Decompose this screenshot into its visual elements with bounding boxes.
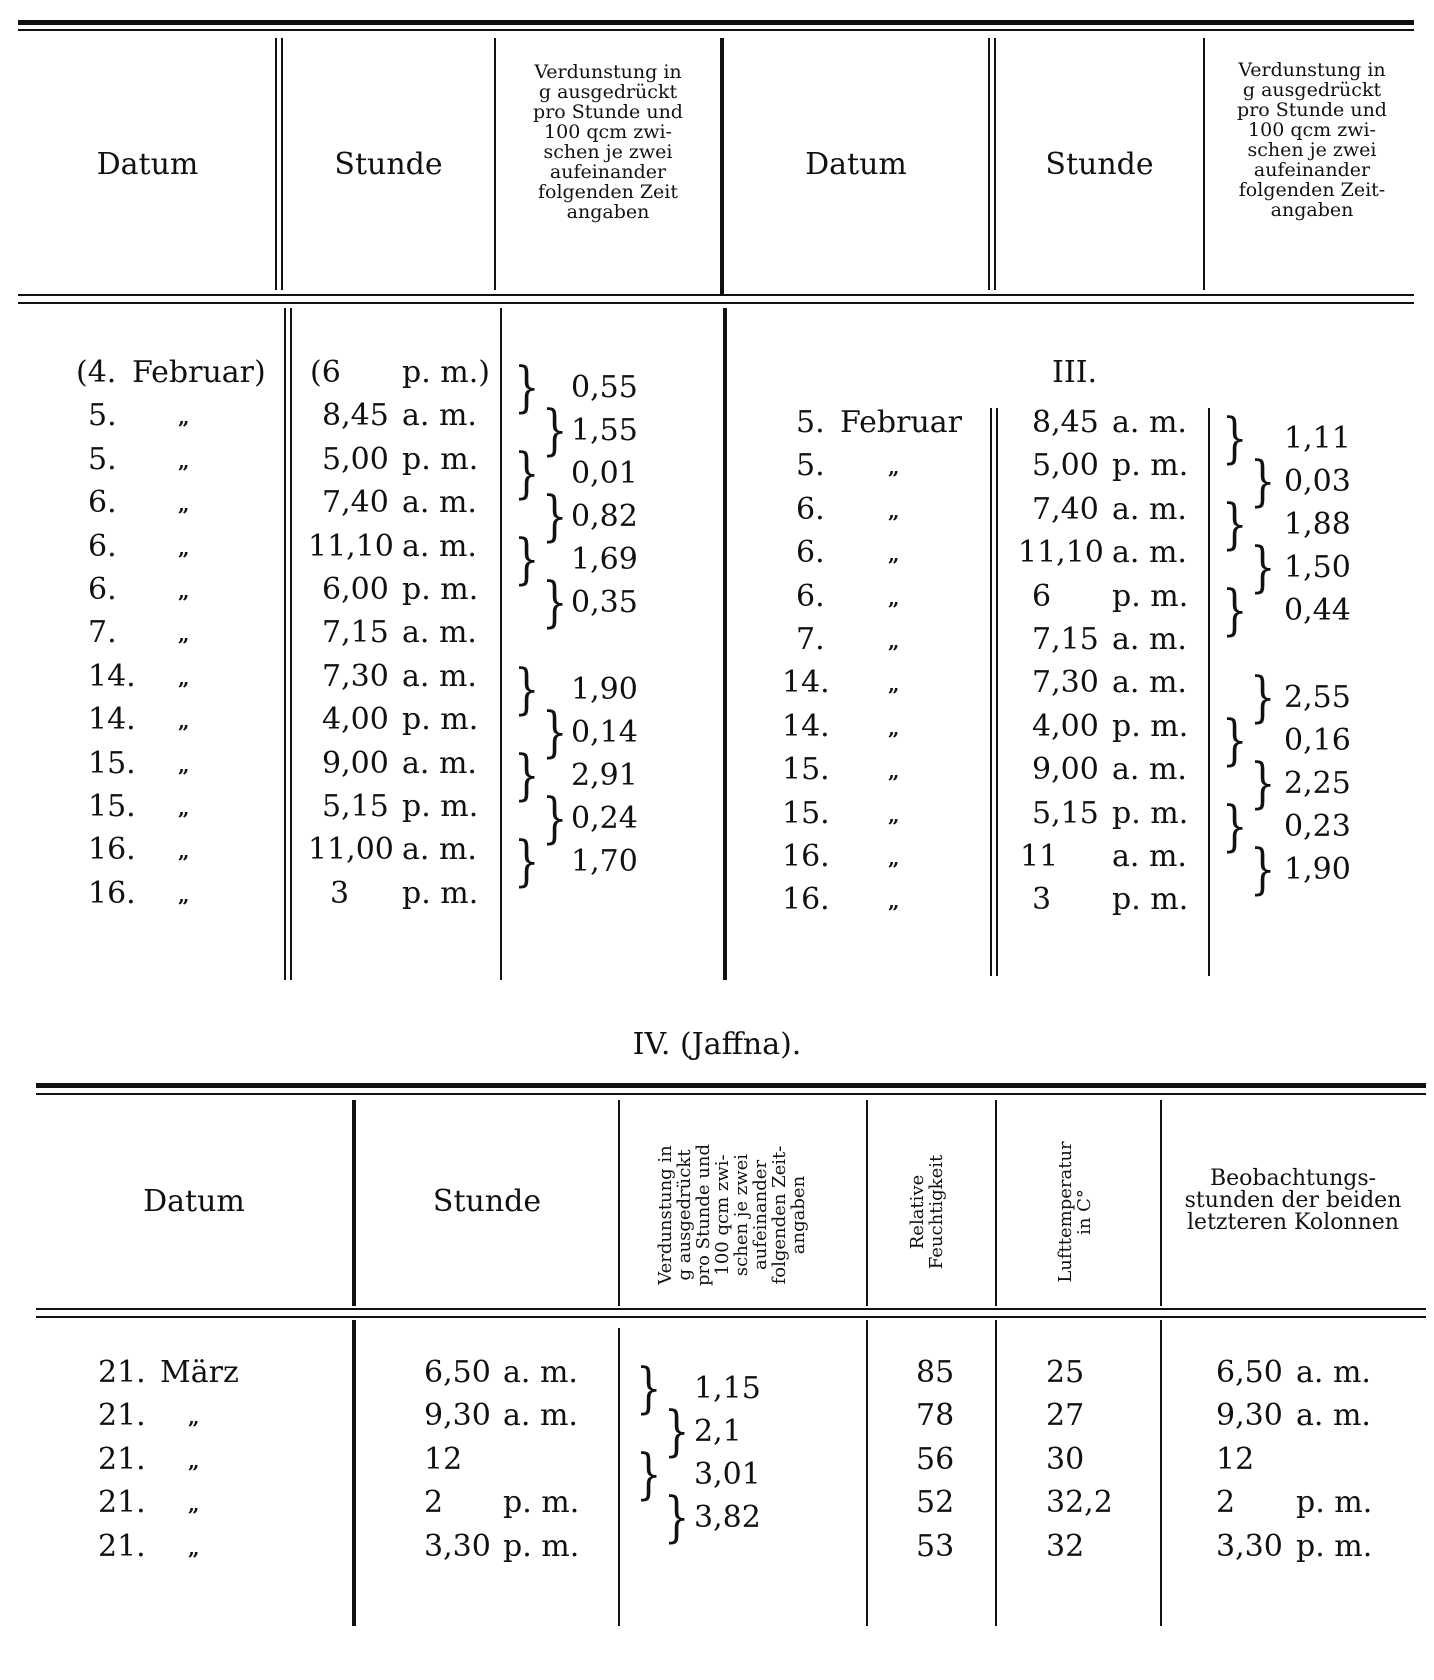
date-day: 21. xyxy=(98,1528,146,1564)
ditto-mark: „ xyxy=(888,759,900,784)
date-day: 6. xyxy=(88,528,117,564)
temperature-value: 32 xyxy=(1046,1528,1085,1564)
date-day: 16. xyxy=(782,882,830,918)
evaporation-value: 2,25 xyxy=(1284,766,1351,801)
temperature-value: 27 xyxy=(1046,1398,1085,1434)
header-line: Beobachtungs- xyxy=(1209,1166,1377,1191)
brace-mark: } xyxy=(514,442,540,506)
top-rule xyxy=(36,1083,1426,1088)
date-day: 16. xyxy=(88,832,136,868)
time-value: 9,00 xyxy=(1032,752,1099,788)
ditto-mark: „ xyxy=(188,1448,200,1473)
header-datum: Datum xyxy=(143,1184,245,1219)
date-day: 5. xyxy=(88,398,117,434)
humidity-value: 78 xyxy=(916,1398,955,1434)
header-line: in C° xyxy=(1074,1189,1095,1235)
time-value: 4,00 xyxy=(322,702,389,738)
header-line: 100 qcm zwi- xyxy=(712,1154,733,1276)
evaporation-value: 1,90 xyxy=(1284,852,1351,887)
time-ampm: p. m. xyxy=(503,1485,580,1521)
ditto-mark: „ xyxy=(888,455,900,480)
humidity-value: 52 xyxy=(916,1485,955,1521)
ditto-mark: „ xyxy=(888,802,900,827)
ditto-mark: „ xyxy=(888,715,900,740)
time-value: 12 xyxy=(424,1441,463,1477)
time-ampm: a. m. xyxy=(1112,665,1187,701)
time-value: 5,00 xyxy=(322,441,389,477)
obs-time-ampm: a. m. xyxy=(1296,1355,1371,1390)
brace-mark: } xyxy=(514,658,540,722)
ditto-mark: „ xyxy=(178,665,190,690)
date-day: 21. xyxy=(98,1485,146,1521)
time-value: 3 xyxy=(1032,882,1052,918)
ditto-mark: „ xyxy=(188,1405,200,1430)
brace-mark: } xyxy=(1250,752,1276,816)
time-ampm: p. m. xyxy=(1112,708,1189,744)
evaporation-value: 0,35 xyxy=(571,585,638,620)
header-line: folgenden Zeit- xyxy=(1238,179,1386,201)
date-day: 5. xyxy=(796,448,825,484)
header-datum-2: Datum xyxy=(805,147,907,182)
header-rule-2 xyxy=(36,1316,1426,1318)
header-line: Feuchtigkeit xyxy=(926,1154,947,1270)
brace-mark: } xyxy=(636,1357,662,1421)
header-line: aufeinander xyxy=(750,1159,771,1271)
header-line: Verdunstung in xyxy=(1238,59,1386,81)
section-iii: III. xyxy=(1052,355,1098,390)
header-line: angaben xyxy=(1270,199,1354,221)
brace-mark: } xyxy=(514,356,540,420)
header-stunde: Stunde xyxy=(334,147,443,182)
col-divider xyxy=(275,38,277,290)
ditto-mark: „ xyxy=(178,796,190,820)
brace-mark: } xyxy=(664,1486,690,1550)
header-line: schen je zwei xyxy=(1247,139,1377,161)
evaporation-value: 1,90 xyxy=(571,672,638,707)
time-ampm: a. m. xyxy=(1112,491,1187,527)
time-value: 4,00 xyxy=(1032,708,1099,744)
header-line: letzteren Kolonnen xyxy=(1187,1210,1399,1235)
time-value: 11,10 xyxy=(1018,535,1104,571)
time-value: 7,40 xyxy=(1032,491,1099,527)
time-value: 7,30 xyxy=(322,658,389,694)
evaporation-value: 2,91 xyxy=(571,758,638,793)
header-line: angaben xyxy=(788,1175,809,1255)
header-beobachtung xyxy=(1162,1168,1424,1234)
time-ampm: a. m. xyxy=(402,832,477,868)
date-day: 14. xyxy=(782,708,830,744)
time-ampm: p. m. xyxy=(402,789,479,824)
header-stunde: Stunde xyxy=(432,1184,542,1219)
brace-mark: } xyxy=(1222,493,1248,557)
evaporation-value: 0,14 xyxy=(571,715,638,750)
brace-mark: } xyxy=(636,1443,662,1507)
header-line: 100 qcm zwi- xyxy=(544,121,672,143)
evaporation-value: 3,01 xyxy=(694,1457,761,1492)
evaporation-value: 1,55 xyxy=(571,413,638,448)
date-day: 7. xyxy=(88,615,117,651)
time-ampm: p. m. xyxy=(1112,795,1189,831)
header-line: schen je zwei xyxy=(731,1153,752,1277)
header-verdunstung xyxy=(622,1115,842,1315)
evaporation-value: 2,55 xyxy=(1284,680,1351,715)
date-day: 14. xyxy=(88,658,136,694)
header-line: g ausgedrückt xyxy=(1242,79,1382,101)
obs-time-ampm: p. m. xyxy=(1296,1485,1373,1521)
ditto-mark: „ xyxy=(178,752,190,777)
date-day: 16. xyxy=(88,875,136,911)
header-datum: Datum xyxy=(96,147,199,182)
date-day: 15. xyxy=(88,745,136,781)
temperature-value: 25 xyxy=(1046,1355,1085,1390)
col-divider xyxy=(618,1100,620,1306)
header-line: angaben xyxy=(566,201,650,223)
header-line: 100 qcm zwi- xyxy=(1248,119,1376,141)
evaporation-value: 0,16 xyxy=(1284,723,1351,758)
obs-time-ampm: p. m. xyxy=(1296,1528,1373,1564)
col-divider xyxy=(500,308,502,980)
col-divider xyxy=(866,1100,868,1306)
date-month: Februar xyxy=(840,405,963,440)
date-day: 21. xyxy=(98,1398,146,1434)
time-ampm: p. m. xyxy=(402,875,479,911)
ditto-mark: „ xyxy=(888,846,900,870)
header-line: Lufttemperatur xyxy=(1055,1141,1076,1283)
time-ampm: p. m. xyxy=(402,441,479,477)
top-rule xyxy=(18,20,1414,25)
brace-mark: } xyxy=(1222,709,1248,773)
ditto-mark: „ xyxy=(178,448,190,473)
header-temperatur xyxy=(1056,1112,1100,1312)
time-ampm: a. m. xyxy=(503,1355,578,1390)
obs-time-value: 2 xyxy=(1216,1485,1236,1521)
date-day: 6. xyxy=(796,578,825,614)
brace-mark: } xyxy=(542,399,568,463)
time-value: 3 xyxy=(330,875,350,911)
time-value: 11,00 xyxy=(308,832,394,868)
time-ampm: a. m. xyxy=(402,398,477,434)
time-ampm: a. m. xyxy=(402,528,477,564)
time-value: 8,45 xyxy=(322,398,389,434)
brace-mark: } xyxy=(1222,579,1248,643)
time-value: 8,45 xyxy=(1032,405,1099,440)
header-line: Relative xyxy=(907,1174,928,1250)
brace-mark: } xyxy=(1222,407,1248,471)
brace-mark: } xyxy=(664,1400,690,1464)
time-value: 7,15 xyxy=(322,615,389,651)
brace-mark: } xyxy=(542,787,568,851)
evaporation-value: 2,1 xyxy=(694,1414,742,1449)
header-feuchtigkeit xyxy=(908,1112,952,1312)
header-verdunstung-inner xyxy=(622,1115,842,1315)
header-stunde-2: Stunde xyxy=(1045,147,1154,182)
ditto-mark: „ xyxy=(178,405,190,430)
date-day: 6. xyxy=(88,485,117,521)
date-day: 15. xyxy=(88,789,136,824)
ditto-mark: „ xyxy=(888,585,900,610)
date-day: 14. xyxy=(782,665,830,701)
time-value: 7,15 xyxy=(1032,622,1099,657)
time-ampm: a. m. xyxy=(1112,839,1187,874)
ditto-mark: „ xyxy=(178,535,190,560)
header-line: folgenden Zeit xyxy=(537,181,679,203)
ditto-mark: „ xyxy=(188,1535,200,1560)
time-ampm: p. m. xyxy=(1112,448,1189,484)
col-divider xyxy=(1160,1320,1162,1626)
col-divider-center xyxy=(723,308,727,980)
col-divider xyxy=(866,1320,868,1626)
evaporation-value: 1,69 xyxy=(571,542,638,577)
header-line: stunden der beiden xyxy=(1184,1188,1402,1213)
date-day: 21. xyxy=(98,1355,146,1390)
time-ampm: a. m. xyxy=(402,658,477,694)
col-divider xyxy=(618,1328,620,1626)
col-divider xyxy=(284,308,286,980)
brace-mark: } xyxy=(1250,450,1276,514)
brace-mark: } xyxy=(542,701,568,765)
time-value: (6 xyxy=(310,355,341,390)
time-value: 5,15 xyxy=(322,789,389,824)
time-value: 2 xyxy=(424,1485,444,1521)
time-ampm: a. m. xyxy=(1112,535,1187,571)
ditto-mark: „ xyxy=(178,579,190,603)
header-line: Verdunstung in xyxy=(534,61,682,83)
time-ampm: a. m. xyxy=(1112,752,1187,788)
date-day: 15. xyxy=(782,752,830,788)
header-line: g ausgedrückt xyxy=(538,81,678,103)
col-divider xyxy=(995,1100,997,1306)
ditto-mark: „ xyxy=(178,492,190,517)
col-divider xyxy=(1208,408,1210,976)
date-month: März xyxy=(160,1355,239,1390)
evaporation-value: 1,70 xyxy=(571,844,638,879)
time-value: 6 xyxy=(1032,578,1052,614)
ditto-mark: „ xyxy=(178,882,190,907)
time-value: 11,10 xyxy=(308,528,394,564)
header-line: aufeinander xyxy=(1253,159,1371,181)
header-verdunstung-2 xyxy=(1205,60,1419,220)
evaporation-value: 0,23 xyxy=(1284,809,1351,844)
time-ampm: p. m. xyxy=(1112,882,1189,918)
table-2-caption: IV. (Jaffna). xyxy=(632,1027,802,1062)
ditto-mark: „ xyxy=(188,1492,200,1517)
time-ampm: p. m.) xyxy=(402,355,490,390)
time-ampm: p. m. xyxy=(503,1528,580,1564)
evaporation-value: 1,50 xyxy=(1284,550,1351,585)
date-day: 6. xyxy=(796,491,825,527)
ditto-mark: „ xyxy=(888,889,900,914)
time-ampm: p. m. xyxy=(402,572,479,607)
evaporation-value: 1,88 xyxy=(1284,507,1351,542)
brace-mark: } xyxy=(1250,536,1276,600)
obs-time-ampm: a. m. xyxy=(1296,1398,1371,1434)
ditto-mark: „ xyxy=(888,498,900,523)
brace-mark: } xyxy=(514,830,540,894)
time-ampm: a. m. xyxy=(503,1398,578,1434)
date-day: 6. xyxy=(88,572,117,607)
time-value: 9,00 xyxy=(322,745,389,781)
header-rule-2 xyxy=(18,302,1414,304)
col-divider xyxy=(990,408,992,976)
temperature-value: 32,2 xyxy=(1046,1485,1113,1521)
header-line: pro Stunde und xyxy=(533,101,683,123)
time-value: 5,15 xyxy=(1032,795,1099,831)
top-rule-thin xyxy=(18,29,1414,31)
evaporation-value: 1,15 xyxy=(694,1371,761,1406)
time-value: 7,40 xyxy=(322,485,389,521)
brace-mark: } xyxy=(514,744,540,808)
time-ampm: a. m. xyxy=(1112,405,1187,440)
evaporation-value: 0,01 xyxy=(571,456,638,491)
date-day: 15. xyxy=(782,795,830,831)
date-day: 21. xyxy=(98,1441,146,1477)
ditto-mark: „ xyxy=(178,839,190,864)
time-value: 11 xyxy=(1020,839,1059,874)
date-day: 14. xyxy=(88,702,136,738)
evaporation-value: 0,24 xyxy=(571,801,638,836)
brace-mark: } xyxy=(1250,666,1276,730)
evaporation-value: 0,55 xyxy=(571,370,638,405)
obs-time-value: 9,30 xyxy=(1216,1398,1283,1434)
col-divider xyxy=(352,1320,356,1626)
time-ampm: a. m. xyxy=(402,745,477,781)
brace-mark: } xyxy=(1222,795,1248,859)
time-value: 3,30 xyxy=(424,1528,491,1564)
humidity-value: 85 xyxy=(916,1355,955,1390)
humidity-value: 53 xyxy=(916,1528,955,1564)
col-divider xyxy=(996,408,998,976)
ditto-mark: „ xyxy=(178,622,190,647)
ditto-mark: „ xyxy=(888,672,900,697)
brace-mark: } xyxy=(542,571,568,635)
col-divider xyxy=(988,38,990,290)
time-ampm: p. m. xyxy=(402,702,479,738)
ditto-mark: „ xyxy=(178,709,190,734)
evaporation-value: 0,44 xyxy=(1284,593,1351,628)
time-ampm: p. m. xyxy=(1112,578,1189,614)
time-value: 7,30 xyxy=(1032,665,1099,701)
col-divider xyxy=(995,1320,997,1626)
evaporation-value: 1,11 xyxy=(1284,421,1351,456)
header-line: Verdunstung in xyxy=(655,1145,676,1285)
date-day: 6. xyxy=(796,535,825,571)
header-line: pro Stunde und xyxy=(1237,99,1387,121)
brace-mark: } xyxy=(542,485,568,549)
humidity-value: 56 xyxy=(916,1441,955,1477)
header-rule xyxy=(18,294,1414,296)
date-day: 5. xyxy=(796,405,825,440)
date-day: 7. xyxy=(796,622,825,657)
evaporation-value: 3,82 xyxy=(694,1500,761,1535)
brace-mark: } xyxy=(1250,838,1276,902)
ditto-mark: „ xyxy=(888,629,900,653)
time-ampm: a. m. xyxy=(402,615,477,651)
time-value: 6,00 xyxy=(322,572,389,607)
obs-time-value: 3,30 xyxy=(1216,1528,1283,1564)
temperature-value: 30 xyxy=(1046,1441,1085,1477)
evaporation-value: 0,03 xyxy=(1284,464,1351,499)
brace-mark: } xyxy=(514,528,540,592)
col-divider xyxy=(494,38,496,290)
header-line: schen je zwei xyxy=(543,141,673,163)
evaporation-value: 0,82 xyxy=(571,499,638,534)
header-line: g ausgedrückt xyxy=(674,1149,695,1281)
time-value: 9,30 xyxy=(424,1398,491,1434)
date-day: 5. xyxy=(88,441,117,477)
header-line: aufeinander xyxy=(549,161,667,183)
col-divider xyxy=(290,308,292,980)
ditto-mark: „ xyxy=(888,542,900,567)
obs-time-value: 6,50 xyxy=(1216,1355,1283,1390)
date-day: (4. xyxy=(76,355,117,390)
time-ampm: a. m. xyxy=(1112,622,1187,657)
header-verdunstung xyxy=(497,62,719,222)
time-ampm: a. m. xyxy=(402,485,477,521)
header-line: pro Stunde und xyxy=(693,1143,714,1287)
date-day: 16. xyxy=(782,839,830,874)
top-rule-thin xyxy=(36,1093,1426,1095)
time-value: 6,50 xyxy=(424,1355,491,1390)
time-value: 5,00 xyxy=(1032,448,1099,484)
date-month: Februar) xyxy=(132,355,266,390)
header-line: folgenden Zeit- xyxy=(769,1145,790,1285)
obs-time-value: 12 xyxy=(1216,1441,1255,1477)
